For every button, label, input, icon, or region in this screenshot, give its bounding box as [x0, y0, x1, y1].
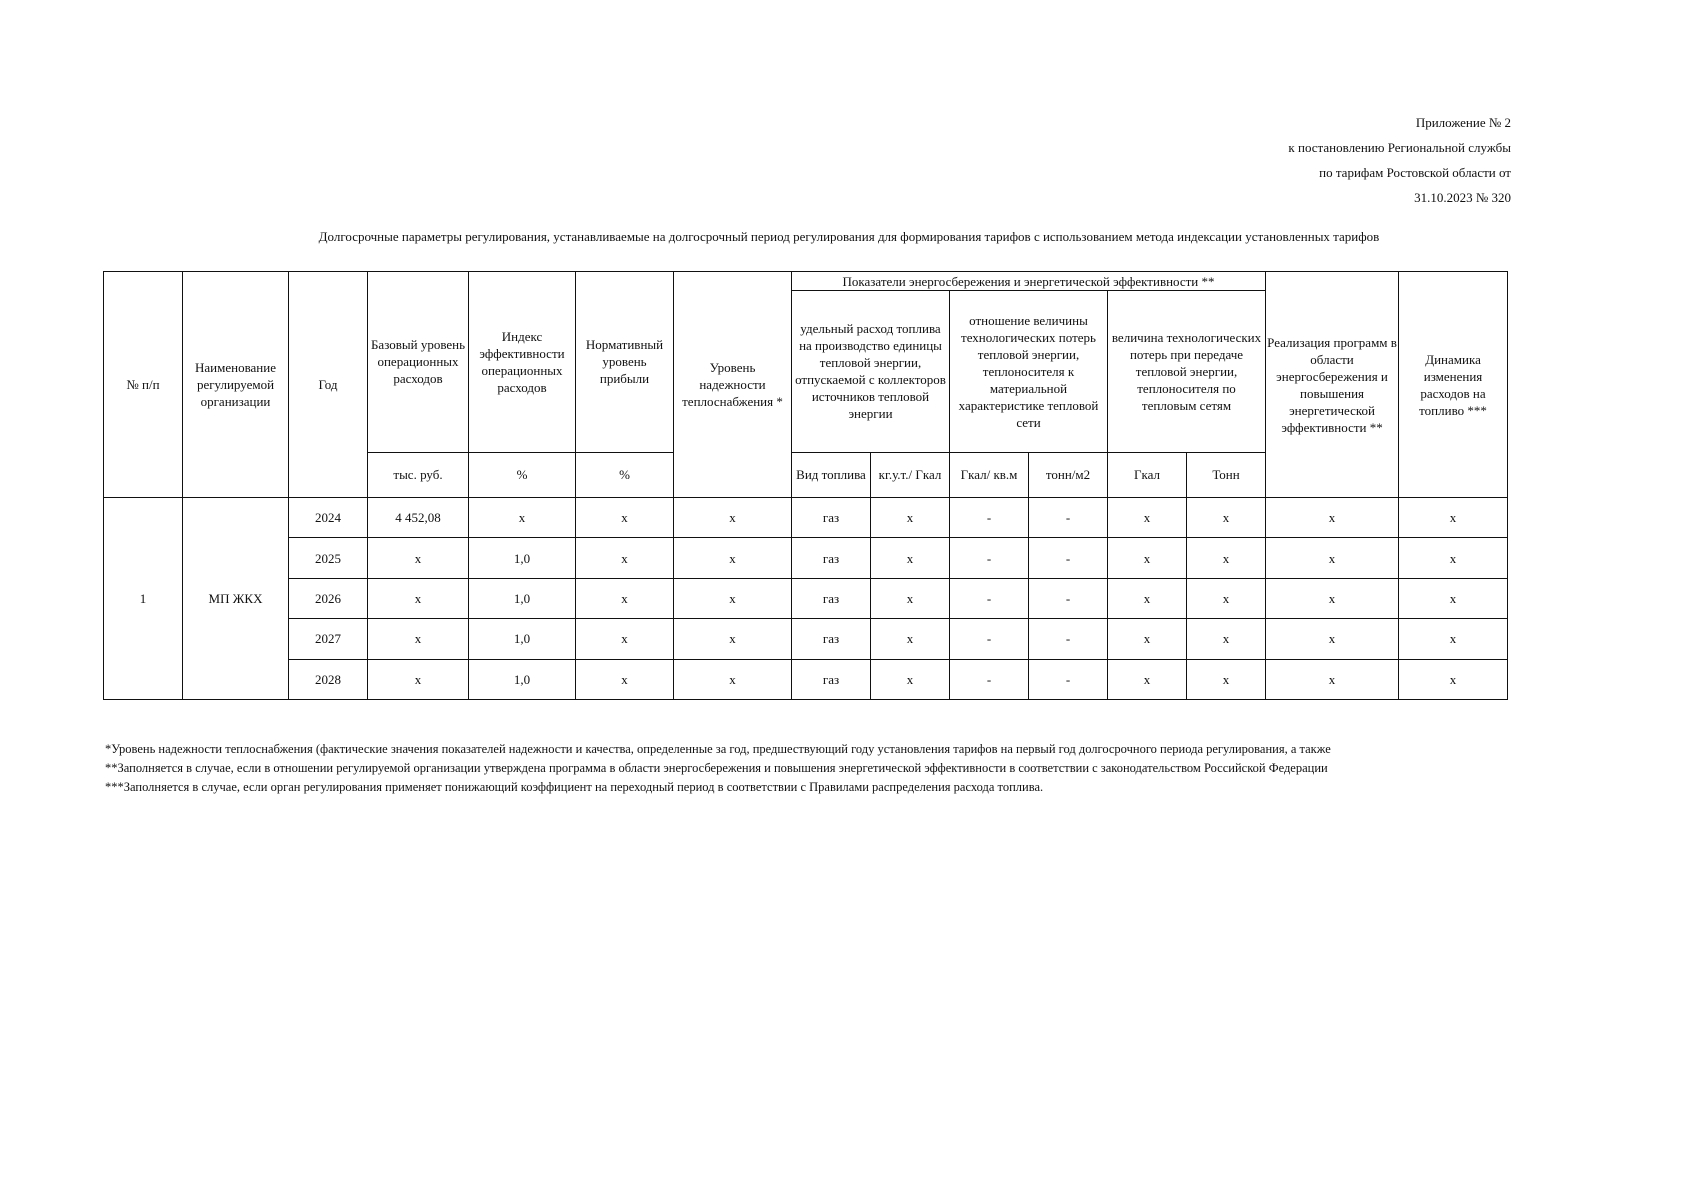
header-efficiency-index: Индекс эффективности операционных расходов — [469, 272, 576, 453]
header-loss-ratio: отношение величины технологических потерь тепловой энергии, теплоносителя к материальной характеристике тепловой сети — [950, 291, 1108, 453]
header-base-cost: Базовый уровень операционных расходов — [368, 272, 469, 453]
base-cost-cell: x — [368, 659, 469, 699]
base-cost-cell: 4 452,08 — [368, 498, 469, 538]
loss-ratio-heat-cell: - — [950, 538, 1029, 578]
fuel-type-cell: газ — [792, 578, 871, 618]
loss-carrier-cell: x — [1187, 619, 1266, 659]
year-cell: 2024 — [289, 498, 368, 538]
unit-fuel-rate: кг.у.т./ Гкал — [871, 452, 950, 497]
appendix-date-number: 31.10.2023 № 320 — [1414, 190, 1511, 205]
year-cell: 2027 — [289, 619, 368, 659]
table-row — [104, 619, 1508, 659]
fuel-rate-cell: x — [871, 578, 950, 618]
profit-level-cell: x — [576, 538, 674, 578]
profit-level-cell: x — [576, 498, 674, 538]
programs-cell: x — [1266, 498, 1399, 538]
unit-fuel-type: Вид топлива — [792, 452, 871, 497]
header-number: № п/п — [104, 272, 183, 498]
fuel-rate-cell: x — [871, 498, 950, 538]
appendix-resolution: к постановлению Региональной службы — [1288, 140, 1511, 155]
fuel-type-cell: газ — [792, 498, 871, 538]
header-year: Год — [289, 272, 368, 498]
fuel-type-cell: газ — [792, 538, 871, 578]
table-row — [104, 659, 1508, 699]
loss-heat-cell: x — [1108, 538, 1187, 578]
parameters-table — [103, 271, 1508, 700]
fuel-dynamics-cell: x — [1399, 578, 1508, 618]
programs-cell: x — [1266, 538, 1399, 578]
header-loss-value: величина технологических потерь при передаче тепловой энергии, теплоносителя по тепловым сетям — [1108, 291, 1266, 453]
loss-heat-cell: x — [1108, 498, 1187, 538]
loss-ratio-heat-cell: - — [950, 659, 1029, 699]
unit-loss-ratio-carrier: тонн/м2 — [1029, 452, 1108, 497]
appendix-authority: по тарифам Ростовской области от — [1319, 165, 1511, 180]
base-cost-cell: x — [368, 619, 469, 659]
loss-ratio-carrier-cell: - — [1029, 498, 1108, 538]
profit-level-cell: x — [576, 619, 674, 659]
reliability-cell: x — [674, 578, 792, 618]
header-programs: Реализация программ в области энергосбережения и повышения энергетической эффективности ** — [1266, 272, 1399, 498]
reliability-cell: x — [674, 659, 792, 699]
appendix-label: Приложение № 2 — [1415, 115, 1511, 130]
appendix-block — [1288, 110, 1511, 210]
unit-efficiency-index: % — [469, 452, 576, 497]
profit-level-cell: x — [576, 578, 674, 618]
loss-carrier-cell: x — [1187, 498, 1266, 538]
loss-ratio-heat-cell: - — [950, 498, 1029, 538]
unit-loss-carrier: Тонн — [1187, 452, 1266, 497]
header-energy-group: Показатели энергосбережения и энергетической эффективности ** — [792, 272, 1266, 291]
loss-carrier-cell: x — [1187, 659, 1266, 699]
header-organization: Наименование регулируемой организации — [183, 272, 289, 498]
fuel-rate-cell: x — [871, 619, 950, 659]
document-title: Долгосрочные параметры регулирования, устанавливаемые на долгосрочный период регулирования для формирования тарифов с использованием метода индексации установленных тарифов — [318, 229, 1380, 244]
fuel-type-cell: газ — [792, 659, 871, 699]
fuel-rate-cell: x — [871, 659, 950, 699]
fuel-dynamics-cell: x — [1399, 538, 1508, 578]
table-row — [104, 498, 1508, 538]
programs-cell: x — [1266, 578, 1399, 618]
loss-ratio-heat-cell: - — [950, 619, 1029, 659]
fuel-dynamics-cell: x — [1399, 498, 1508, 538]
profit-level-cell: x — [576, 659, 674, 699]
loss-ratio-carrier-cell: - — [1029, 538, 1108, 578]
efficiency-index-cell: x — [469, 498, 576, 538]
efficiency-index-cell: 1,0 — [469, 659, 576, 699]
efficiency-index-cell: 1,0 — [469, 578, 576, 618]
header-reliability: Уровень надежности теплоснабжения * — [674, 272, 792, 498]
header-fuel-dynamics: Динамика изменения расходов на топливо *** — [1399, 272, 1508, 498]
year-cell: 2025 — [289, 538, 368, 578]
loss-ratio-heat-cell: - — [950, 578, 1029, 618]
year-cell: 2026 — [289, 578, 368, 618]
fuel-dynamics-cell: x — [1399, 619, 1508, 659]
programs-cell: x — [1266, 659, 1399, 699]
table-row — [104, 578, 1508, 618]
loss-heat-cell: x — [1108, 659, 1187, 699]
footnote-reliability: *Уровень надежности теплоснабжения (фактические значения показателей надежности и качества, определенные за год, предшествующий году установления тарифов на первый год долгосрочного периода регулирования, а также — [105, 742, 1331, 756]
loss-ratio-carrier-cell: - — [1029, 619, 1108, 659]
header-fuel-rate: удельный расход топлива на производство единицы тепловой энергии, отпускаемой с коллекторов источников тепловой энергии — [792, 291, 950, 453]
org-number-cell: 1 — [104, 498, 183, 700]
loss-ratio-carrier-cell: - — [1029, 578, 1108, 618]
loss-heat-cell: x — [1108, 619, 1187, 659]
footnote-energy-program: **Заполняется в случае, если в отношении регулируемой организации утверждена программа в области энергосбережения и повышения энергетической эффективности в соответствии с законодательством Российской Федерации — [105, 761, 1328, 775]
efficiency-index-cell: 1,0 — [469, 619, 576, 659]
base-cost-cell: x — [368, 578, 469, 618]
table-row — [104, 538, 1508, 578]
programs-cell: x — [1266, 619, 1399, 659]
loss-carrier-cell: x — [1187, 538, 1266, 578]
header-profit-level: Нормативный уровень прибыли — [576, 272, 674, 453]
unit-loss-heat: Гкал — [1108, 452, 1187, 497]
year-cell: 2028 — [289, 659, 368, 699]
footnote-fuel-coefficient: ***Заполняется в случае, если орган регулирования применяет понижающий коэффициент на переходный период в соответствии с Правилами распределения расхода топлива. — [105, 780, 1044, 794]
base-cost-cell: x — [368, 538, 469, 578]
unit-profit-level: % — [576, 452, 674, 497]
footnotes — [105, 740, 1515, 797]
loss-carrier-cell: x — [1187, 578, 1266, 618]
reliability-cell: x — [674, 619, 792, 659]
efficiency-index-cell: 1,0 — [469, 538, 576, 578]
fuel-dynamics-cell: x — [1399, 659, 1508, 699]
reliability-cell: x — [674, 498, 792, 538]
reliability-cell: x — [674, 538, 792, 578]
loss-heat-cell: x — [1108, 578, 1187, 618]
unit-base-cost: тыс. руб. — [368, 452, 469, 497]
unit-loss-ratio-heat: Гкал/ кв.м — [950, 452, 1029, 497]
org-name-cell: МП ЖКХ — [183, 498, 289, 700]
fuel-rate-cell: x — [871, 538, 950, 578]
loss-ratio-carrier-cell: - — [1029, 659, 1108, 699]
fuel-type-cell: газ — [792, 619, 871, 659]
